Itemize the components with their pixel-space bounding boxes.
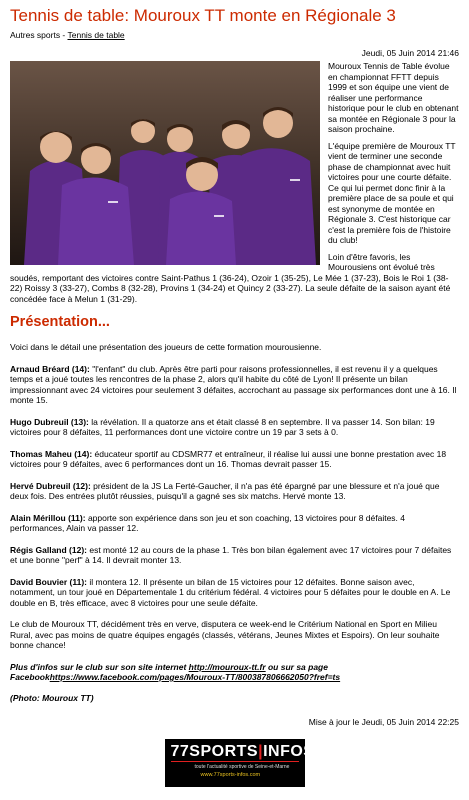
logo-site: www.77sports-infos.com (200, 771, 261, 778)
section-title: Présentation... (10, 314, 110, 330)
more-info-prefix: Plus d'infos sur le club sur son site internet (10, 661, 189, 672)
intro-paragraph: Mouroux Tennis de Table évolue en championnat FFTT depuis 1999 et son équipe une vient de réaliser une performance historique pour le club en obtenant sa montée en Régionale 3 pour la saison prochaine. (328, 61, 459, 134)
intro (10, 61, 459, 304)
category-link[interactable]: Tennis de table (67, 30, 125, 40)
intro-paragraph: L'équipe première de Mouroux TT vient de terminer une seconde phase de championnat avec huit victoires pour une courte défaite. Ce qui lui permet donc finir à la première place de sa poule et qui est synonyme de montée en Régionale 3. C'est historique car c'est la première fois de l'histoire du club! (328, 140, 456, 245)
player-entry (10, 513, 459, 534)
player-name: Hugo Dubreuil (13): (10, 416, 89, 427)
logo-wordmark: 77SPORTS|INFOS (170, 742, 315, 760)
team-photo-illustration (10, 61, 320, 265)
77sports-infos-logo[interactable] (165, 739, 315, 787)
more-info-suffix: ou sur sa page Facebook (10, 661, 328, 682)
article-title: Tennis de table: Mouroux TT monte en Régionale 3 (10, 6, 396, 25)
player-text: apporte son expérience dans son jeu et son coaching, 13 victoires pour 8 défaites. 4 performances, Alain va passer 12. (10, 512, 406, 533)
player-name: David Bouvier (11): (10, 576, 87, 587)
section-intro: Voici dans le détail une présentation des joueurs de cette formation mourousienne. (10, 342, 322, 352)
more-info (10, 662, 459, 683)
facebook-link[interactable]: https://www.facebook.com/pages/Mouroux-TT/800387806662050?fref=ts (49, 672, 341, 682)
player-text: président de la JS La Ferté-Gaucher, il n'a pas été épargné par une blessure et n'a joué que deux fois. Des entrées plutôt réussies, puisqu'il a gagné ses six matchs. Hervé monte 13. (10, 480, 440, 501)
logo-divider (171, 761, 299, 762)
updated-date: Mise à jour le Jeudi, 05 Juin 2014 22:25 (308, 716, 459, 727)
player-entry (10, 481, 459, 502)
photo-credit: (Photo: Mouroux TT) (10, 692, 94, 703)
category-line (10, 30, 459, 40)
intro-results: Loin d'être favoris, les Mourousiens ont évolué très soudés, remportant des victoires contre Saint-Pathus 1 (36-24), Ozoir 1 (35-25), Le Mée 1 (37-23), Bois le Roi 1 (38-22) Roissy 3 (33-27), Combs 8 (32-28), Provins 1 (34-24) et Quincy 2 (33-27). La seule défaite de la saison ayant été concédée face à Melun 1 (31-29). (10, 251, 451, 304)
player-name: Arnaud Bréard (14): (10, 363, 90, 374)
player-entry (10, 364, 459, 406)
club-website-link[interactable]: http://mouroux-tt.fr (188, 661, 266, 672)
publish-date: Jeudi, 05 Juin 2014 21:46 (361, 48, 459, 58)
logo-word-right: INFOS (263, 742, 315, 760)
closing-paragraph: Le club de Mouroux TT, décidément très en verve, disputera ce week-end le Critérium National en Sport en Milieu Rural, avec pas moins de quatre équipes engagés (classés, vétérans, Jeunes Mixtes et Espoirs). On leur souhaite bonne chance! (10, 619, 440, 650)
logo-tagline: toute l'actualité sportive de Seine-et-Marne (194, 763, 290, 770)
player-name: Hervé Dubreuil (12): (10, 480, 91, 491)
player-text: est monté 12 au cours de la phase 1. Très bon bilan également avec 17 victoires pour 7 défaites et une bonne "perf" à 14. Il devrait monter 13. (10, 544, 452, 565)
logo-word-left: 77SPORTS (170, 742, 259, 760)
team-photo (10, 61, 320, 265)
player-text: la révélation. Il a quatorze ans et était classé 8 en septembre. Il va passer 14. Son bilan: 19 victoires pour 8 défaites, 11 performances dont une victoire contre un 19 par 3 sets à 0. (10, 416, 435, 437)
player-text: éducateur sportif au CDSMR77 et entraîneur, il réalise lui aussi une bonne prestation avec 18 victoires pour 9 défaites, avec 6 performances dont un 16. Thomas devrait passer 15. (10, 448, 447, 469)
player-text: il montera 12. Il présente un bilan de 15 victoires pour 12 défaites. Bonne saison avec, notamment, un tour joué en Départementale 1 du critérium fédéral. 4 victoires pour 5 défaites pour le double en A. Le double en B, très efficace, avec 8 victoires pour une seule défaite. (10, 576, 451, 608)
player-text: "l'enfant" du club. Après être parti pour raisons professionnelles, il est revenu il y a quelques temps et a joué toutes les rencontres de la phase 2, alors qu'il habite du côté de Lyon! Il présente un bilan impressionnant avec 24 victoires pour seulement 3 défaites, accrochant au passage six performances dont une à 16. Il monte 15. (10, 363, 457, 405)
player-name: Thomas Maheu (14): (10, 448, 93, 459)
player-entry (10, 449, 459, 470)
player-name: Alain Mérillou (11): (10, 512, 86, 523)
player-entry (10, 577, 459, 609)
player-entry (10, 417, 459, 438)
category-prefix: Autres sports - (10, 30, 68, 40)
player-name: Régis Galland (12): (10, 544, 87, 555)
player-entry (10, 545, 459, 566)
